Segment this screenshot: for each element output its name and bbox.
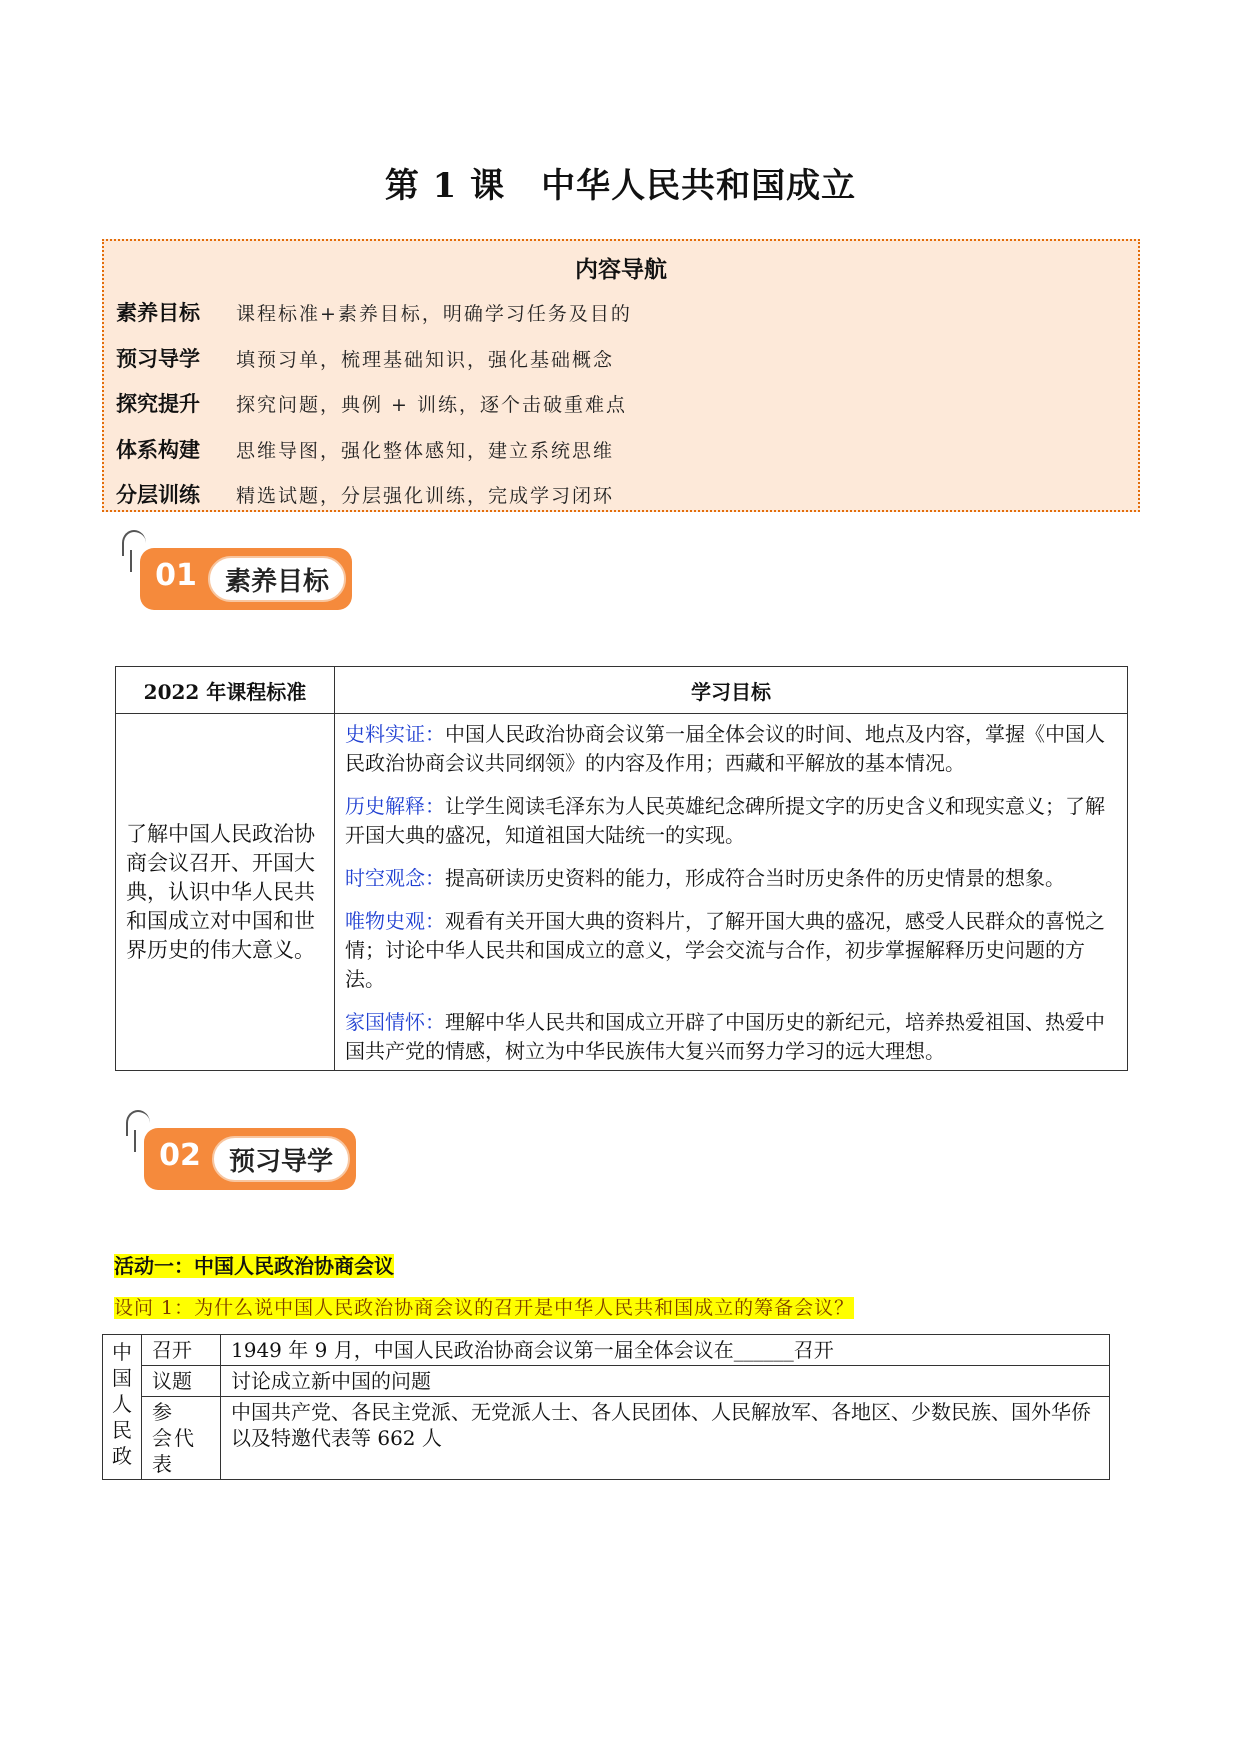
objective-tag: 唯物史观：: [345, 909, 445, 933]
objective-item: [345, 720, 1117, 778]
nav-key: 素养目标: [116, 301, 200, 325]
nav-row: [116, 434, 614, 464]
objective-text: 中国人民政治协商会议第一届全体会议的时间、地点及内容，掌握《中国人民政治协商会议共同纲领》的内容及作用；西藏和平解放的基本情况。: [345, 722, 1105, 775]
section-badge-01: [116, 530, 356, 602]
row-label: 议题: [142, 1366, 221, 1397]
objective-text: 理解中华人民共和国成立开辟了中国历史的新纪元，培养热爱祖国、热爱中国共产党的情感，树立为中华民族伟大复兴而努力学习的远大理想。: [345, 1010, 1105, 1063]
nav-heading: 内容导航: [575, 257, 667, 283]
activity-title: 活动一：中国人民政治协商会议: [114, 1254, 394, 1278]
table-header-row: [116, 667, 1128, 714]
nav-value: 精选试题，分层强化训练，完成学习闭环: [236, 484, 615, 507]
goals-table: [115, 666, 1128, 1071]
lesson-number: 第 1 课: [384, 166, 506, 206]
nav-key: 分层训练: [116, 483, 200, 507]
curriculum-standard: 了解中国人民政治协商会议召开、开国大典，认识中华人民共和国成立对中国和世界历史的伟大意义。: [116, 714, 335, 1071]
nav-value: 探究问题，典例 + 训练，逐个击破重难点: [236, 393, 628, 416]
objective-tag: 家国情怀：: [345, 1010, 445, 1034]
row-value: 讨论成立新中国的问题: [221, 1366, 1110, 1397]
objective-text: 让学生阅读毛泽东为人民英雄纪念碑所提文字的历史含义和现实意义；了解开国大典的盛况，知道祖国大陆统一的实现。: [345, 794, 1105, 847]
objective-tag: 时空观念：: [345, 866, 445, 890]
nav-value: 填预习单，梳理基础知识，强化基础概念: [236, 348, 615, 371]
page-title: [0, 158, 1241, 207]
table-row: [103, 1366, 1110, 1397]
nav-key: 体系构建: [116, 438, 200, 462]
row-label: 参 会代表: [142, 1397, 221, 1480]
table-row: [103, 1397, 1110, 1480]
header-objectives: 学习目标: [335, 667, 1128, 714]
section-label: 素养目标: [208, 556, 346, 602]
conference-table: [102, 1334, 1110, 1480]
objective-text: 观看有关开国大典的资料片，了解开国大典的盛况，感受人民群众的喜悦之情；讨论中华人民共和国成立的意义，学会交流与合作，初步掌握解释历史问题的方法。: [345, 909, 1105, 991]
row-value: 1949 年 9 月，中国人民政治协商会议第一届全体会议在______召开: [221, 1335, 1110, 1366]
row-label: 召开: [142, 1335, 221, 1366]
nav-value: 思维导图，强化整体感知，建立系统思维: [236, 439, 615, 462]
lesson-name: 中华人民共和国成立: [541, 166, 857, 206]
header-standard: 2022 年课程标准: [116, 667, 335, 714]
objective-item: [345, 1008, 1117, 1066]
objective-item: [345, 864, 1117, 893]
nav-row: [116, 343, 614, 373]
table-row: [103, 1335, 1110, 1366]
row-value: 中国共产党、各民主党派、无党派人士、各人民团体、人民解放军、各地区、少数民族、国外华侨以及特邀代表等 662 人: [221, 1397, 1110, 1480]
objective-item: [345, 907, 1117, 994]
section-number: 01: [155, 558, 197, 593]
side-label: 中国人民政: [103, 1335, 142, 1480]
learning-objectives: [335, 714, 1128, 1071]
objective-item: [345, 792, 1117, 850]
nav-key: 探究提升: [116, 392, 200, 416]
table-row: [116, 714, 1128, 1071]
section-label: 预习导学: [212, 1136, 350, 1182]
nav-key: 预习导学: [116, 347, 200, 371]
nav-row: [116, 479, 614, 509]
section-number: 02: [159, 1138, 201, 1173]
section-badge-02: [120, 1110, 360, 1182]
objective-text: 提高研读历史资料的能力，形成符合当时历史条件的历史情景的想象。: [445, 866, 1065, 890]
content-navigation: [102, 239, 1140, 512]
activity-question: 设问 1：为什么说中国人民政治协商会议的召开是中华人民共和国成立的筹备会议？: [114, 1297, 855, 1319]
nav-row: [116, 388, 627, 418]
objective-tag: 史料实证：: [345, 722, 445, 746]
nav-row: [116, 297, 632, 327]
objective-tag: 历史解释：: [345, 794, 445, 818]
nav-value: 课程标准+素养目标，明确学习任务及目的: [236, 302, 632, 325]
